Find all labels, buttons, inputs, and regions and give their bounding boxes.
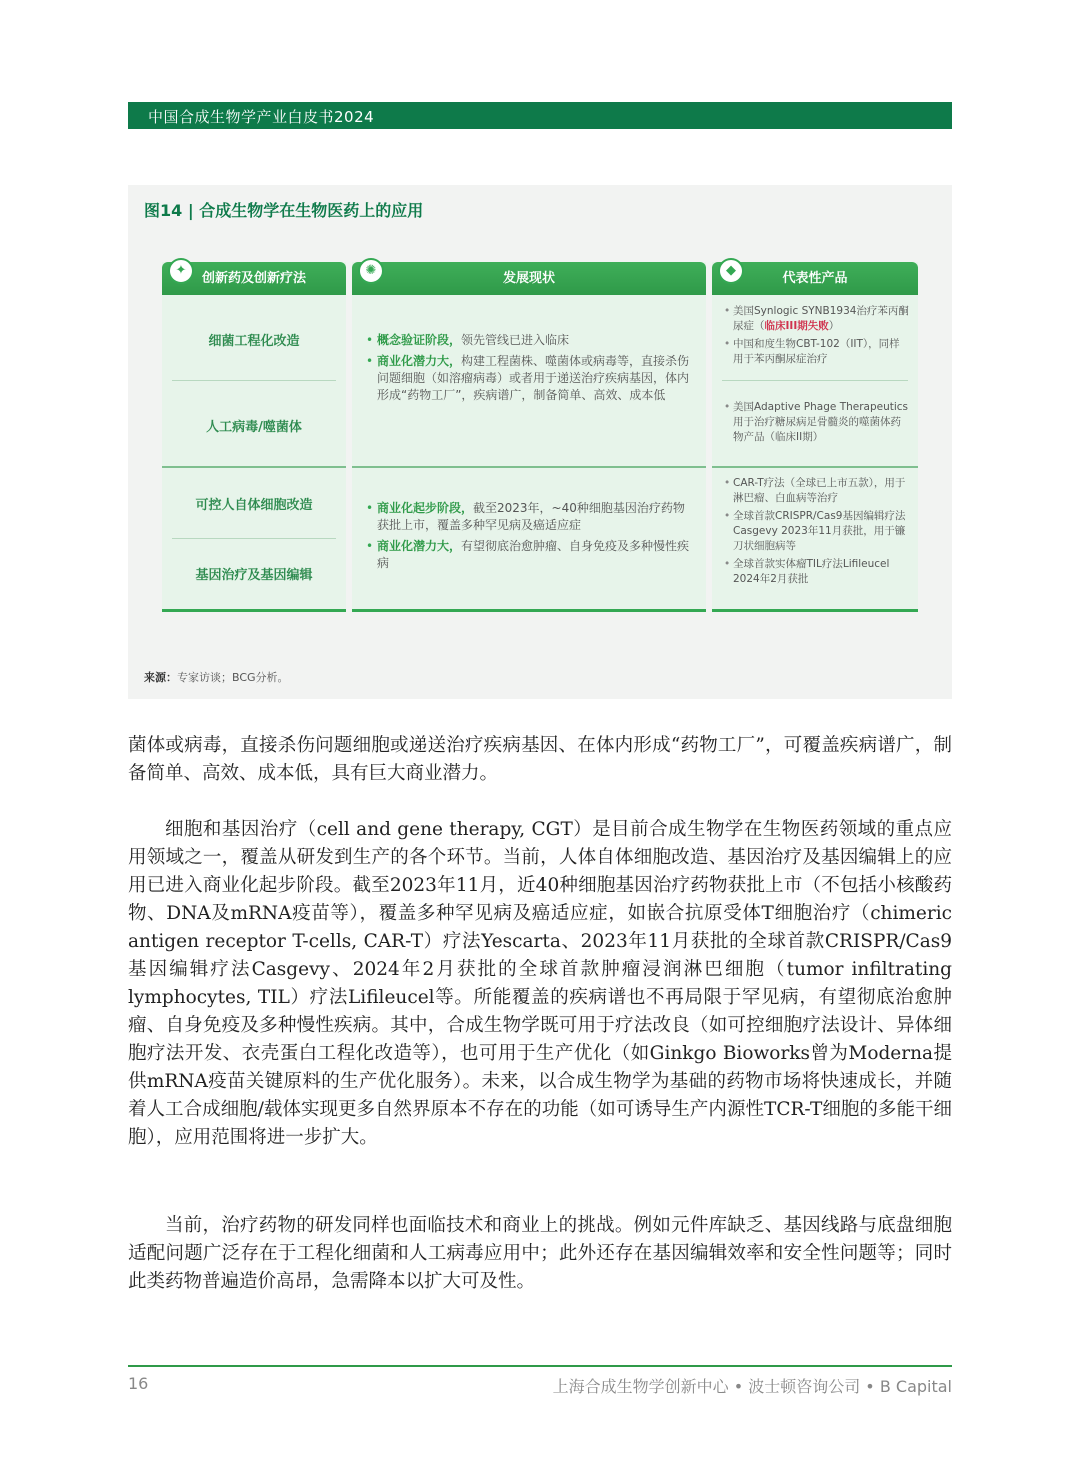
product-item: • 美国Synlogic SYNB1934治疗苯丙酮尿症（临床III期失败）: [724, 304, 910, 334]
column-heading-products: 代表性产品: [782, 271, 848, 286]
footer-organizations: 上海合成生物学创新中心 • 波士顿咨询公司 • B Capital: [552, 1377, 952, 1396]
section-divider: [162, 466, 346, 468]
section-divider: [712, 466, 918, 468]
header-title: 中国合成生物学产业白皮书2024: [148, 108, 375, 126]
column-heading-status: 发展现状: [502, 271, 555, 286]
figure-title: 图14 | 合成生物学在生物医药上的应用: [144, 201, 424, 220]
paragraph-2: 细胞和基因治疗（cell and gene therapy, CGT）是目前合成生物学在生物医药领域的重点应用领域之一，覆盖从研发到生产的各个环节。当前，人体自体细胞改造、基因治疗及基因编辑上的应用已进入商业化起步阶段。截至2023年11月，近40种细胞基因治疗药物获批上市（不包括小核酸药物、DNA及mRNA疫苗等），覆盖多种罕见病及癌适应症，如嵌合抗原受体T细胞治疗（chimeric antigen receptor T-cells, CAR-T）疗法Yescarta、2023年11月获批的全球首款CRISPR/Cas9基因编辑疗法Casgevy、2024年2月获批的全球首款肿瘤浸润淋巴细胞（tumor infiltrating lymphocytes, TIL）疗法Lifileucel等。所能覆盖的疾病谱也不再局限于罕见病，有望彻底治愈肿瘤、自身免疫及多种慢性疾病。其中，合成生物学既可用于疗法改良（如可控细胞疗法设计、异体细胞疗法开发、衣壳蛋白工程化改造等），也可用于生产优化（如Ginkgo Bioworks曾为Moderna提供mRNA疫苗关键原料的生产优化服务）。未来，以合成生物学为基础的药物市场将快速成长，并随着人工合成细胞/载体实现更多自然界原本不存在的功能（如可诱导生产内源性TCR-T细胞的多能干细胞），应用范围将进一步扩大。: [128, 819, 952, 1148]
status-item: • 商业化潜力大，有望彻底治愈肿瘤、自身免疫及多种慢性疾病: [366, 538, 696, 572]
product-item: • 全球首款CRISPR/Cas9基因编辑疗法Casgevy 2023年11月获批，用于镰刀状细胞病等: [724, 509, 910, 554]
divider: [172, 538, 336, 539]
status-group-1: [366, 332, 696, 408]
tag-icon: ◆: [718, 258, 744, 284]
category-virus-phage: 人工病毒/噬菌体: [206, 420, 302, 435]
status-item: • 概念验证阶段，领先管线已进入临床: [366, 332, 696, 349]
divider: [722, 380, 908, 381]
header-banner: [128, 102, 952, 129]
figure-14: [128, 185, 952, 699]
column-status: [352, 262, 706, 612]
products-group-1b: [724, 400, 910, 448]
column-header-status: [352, 262, 706, 295]
footer-divider: [128, 1365, 952, 1367]
column-innovation: [162, 262, 346, 612]
column-products: [712, 262, 918, 612]
category-autologous-cell: 可控人自体细胞改造: [195, 498, 313, 513]
column-header-innovation: [162, 262, 346, 295]
status-group-2: [366, 500, 696, 576]
paragraph-3: 当前，治疗药物的研发同样也面临技术和商业上的挑战。例如元件库缺乏、基因线路与底盘细胞适配问题广泛存在于工程化细菌和人工病毒应用中；此外还存在基因编辑效率和安全性问题等；同时此类药物普遍造价高昂，急需降本以扩大可及性。: [128, 1215, 952, 1292]
column-heading-innovation: 创新药及创新疗法: [201, 271, 306, 286]
product-item: • 全球首款实体瘤TIL疗法Lifileucel 2024年2月获批: [724, 557, 910, 587]
divider: [172, 380, 336, 381]
paragraph-1: 菌体或病毒，直接杀伤问题细胞或递送治疗疾病基因、在体内形成“药物工厂”，可覆盖疾病谱广，制备简单、高效、成本低，具有巨大商业潜力。: [128, 735, 952, 784]
section-divider: [352, 466, 706, 468]
products-group-1a: [724, 304, 910, 370]
status-item: • 商业化潜力大，构建工程菌株、噬菌体或病毒等，直接杀伤问题细胞（如溶瘤病毒）或者用于递送治疗疾病基因，体内形成“药物工厂”，疾病谱广，制备简单、高效、成本低: [366, 353, 696, 404]
page-number: 16: [128, 1374, 149, 1393]
figure-source: 来源：专家访谈；BCG分析。: [144, 671, 289, 684]
column-header-products: [712, 262, 918, 295]
products-group-2: [724, 476, 910, 590]
product-item: • CAR-T疗法（全球已上市五款），用于淋巴瘤、白血病等治疗: [724, 476, 910, 506]
product-item: • 美国Adaptive Phage Therapeutics 用于治疗糖尿病足骨髓炎的噬菌体药物产品（临床II期）: [724, 400, 910, 445]
category-bacteria: 细菌工程化改造: [208, 334, 300, 349]
gear-icon: ✺: [358, 258, 384, 284]
status-item: • 商业化起步阶段，截至2023年，~40种细胞基因治疗药物获批上市，覆盖多种罕见病及癌适应症: [366, 500, 696, 534]
lightbulb-icon: ✦: [168, 258, 194, 284]
category-gene-therapy: 基因治疗及基因编辑: [195, 568, 313, 583]
product-item: • 中国和度生物CBT-102（IIT），同样用于苯丙酮尿症治疗: [724, 337, 910, 367]
